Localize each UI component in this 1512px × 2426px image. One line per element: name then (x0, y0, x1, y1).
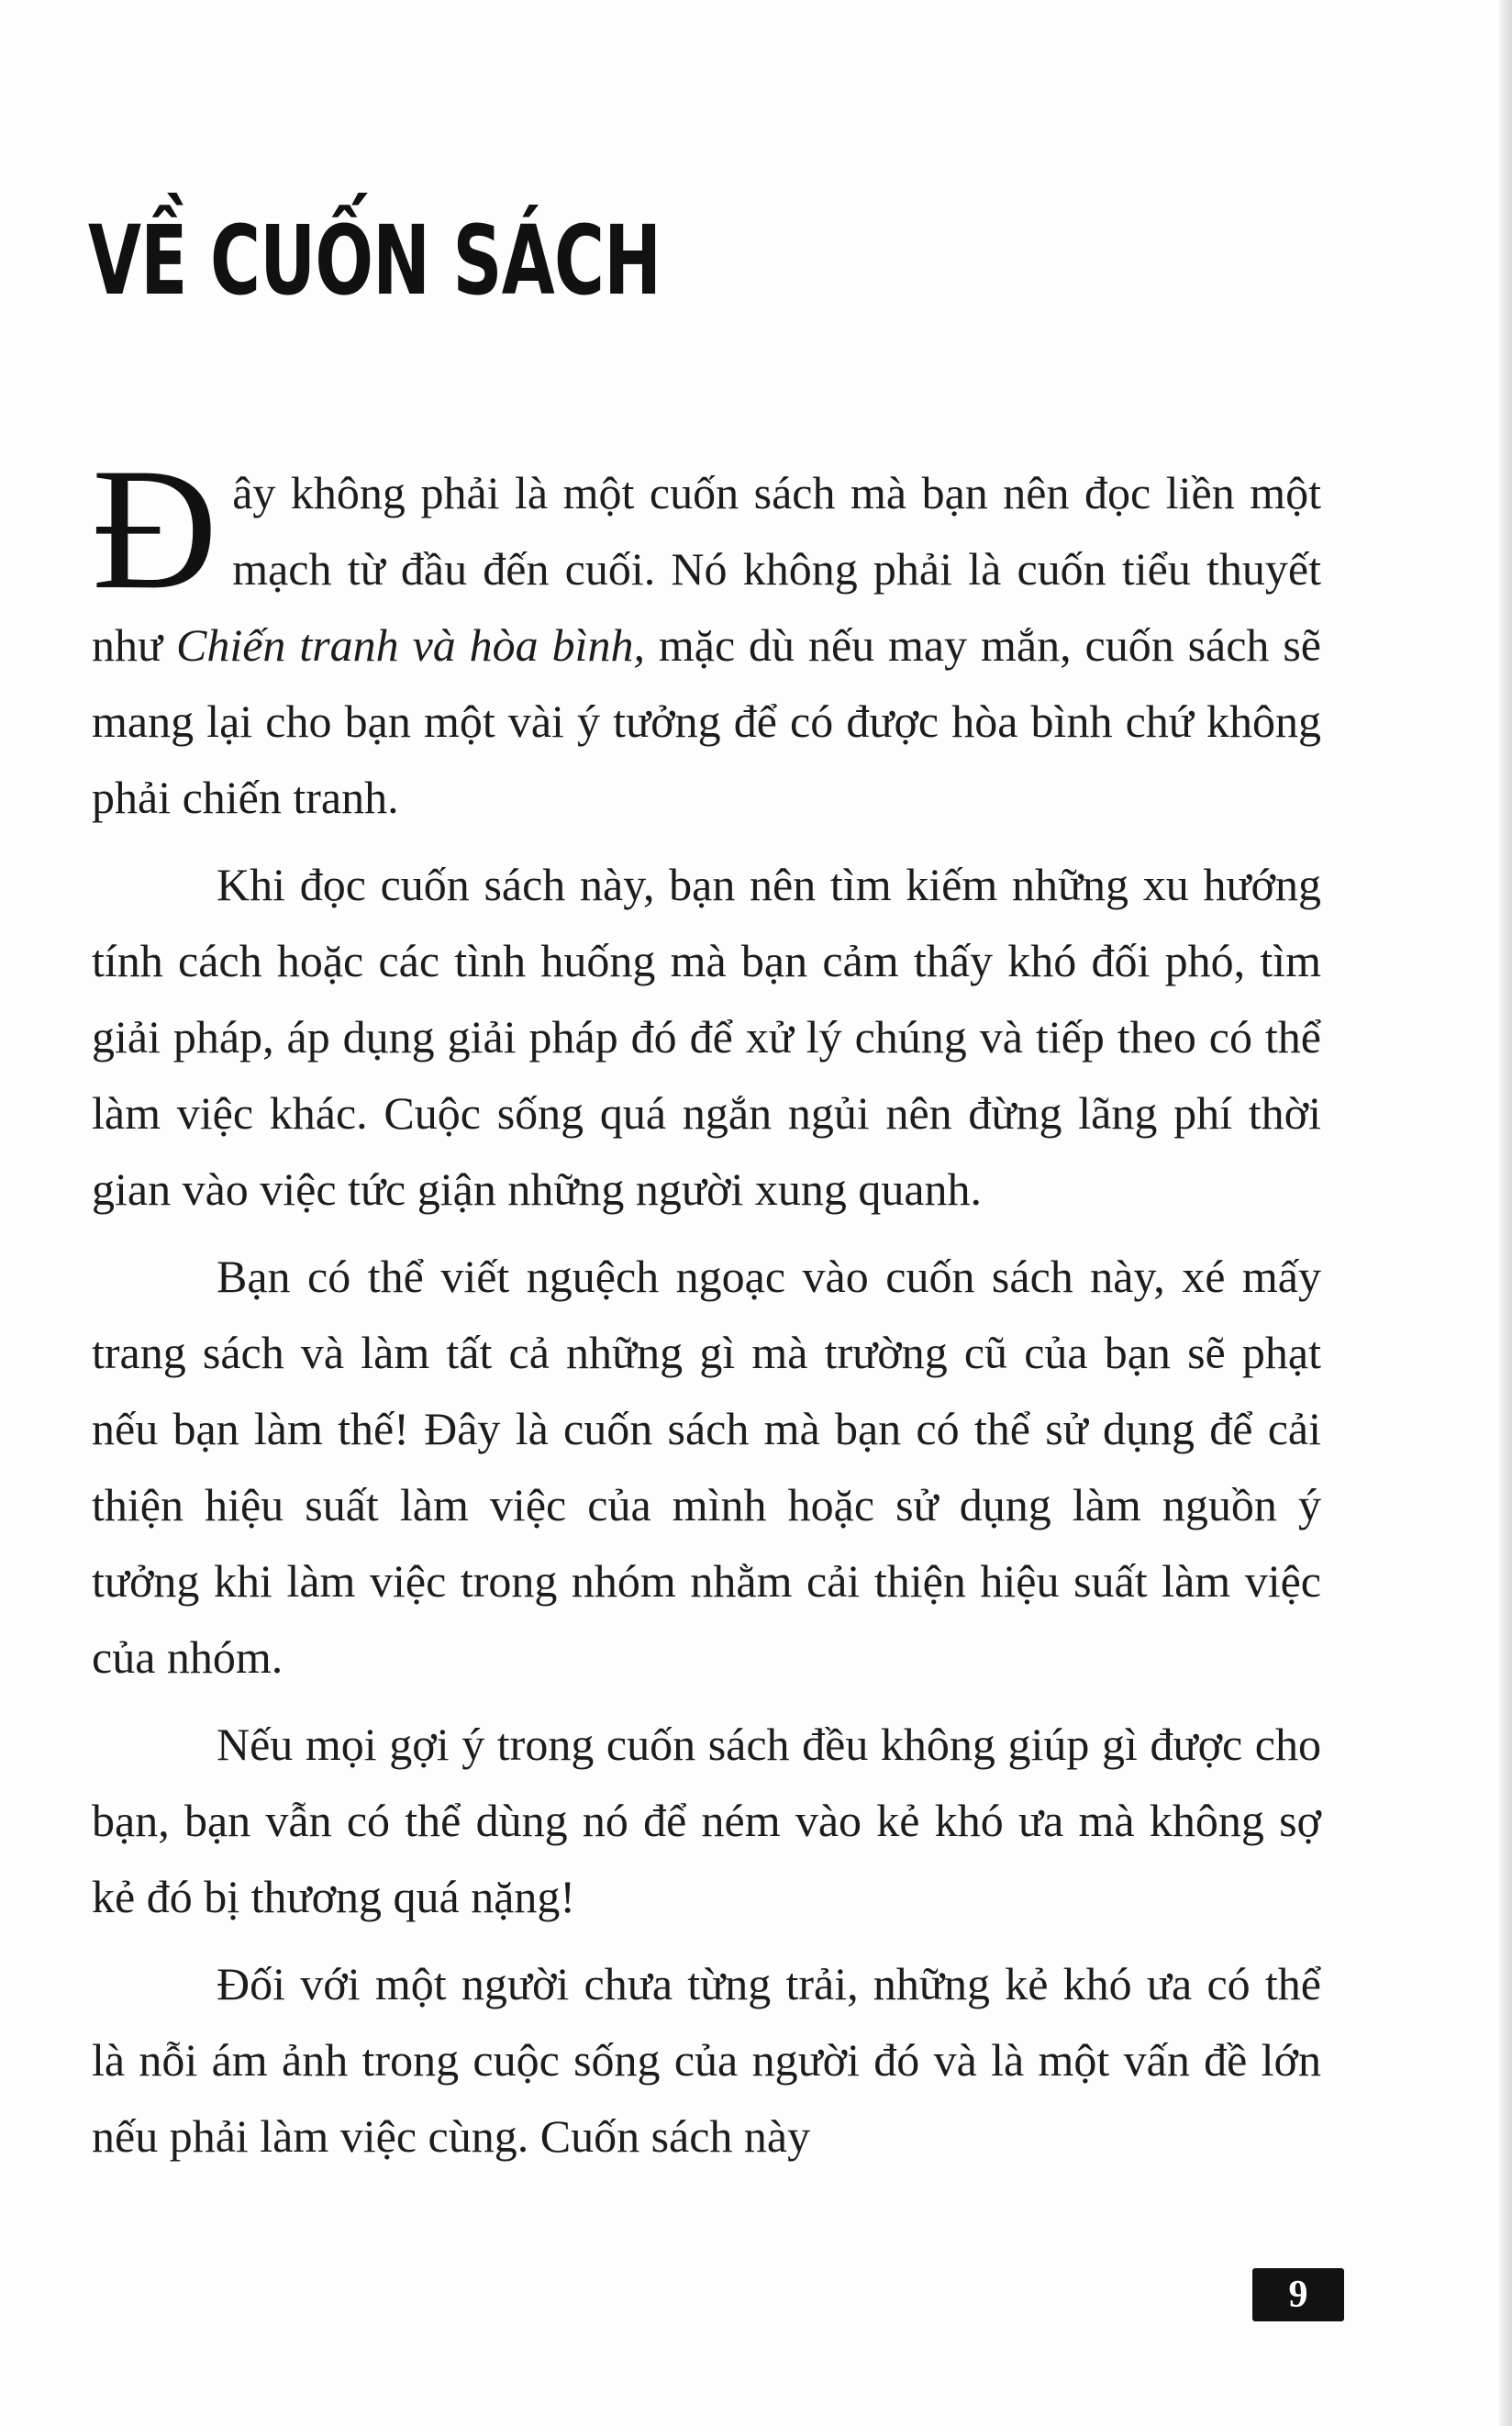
paragraph-3: Bạn có thể viết nguệch ngoạc vào cuốn sách này, xé mấy trang sách và làm tất cả những gì mà trường cũ của bạn sẽ phạt nếu bạn làm thế! Đây là cuốn sách mà bạn có thể sử dụng để cải thiện hiệu suất làm việc của mình hoặc sử dụng làm nguồn ý tưởng khi làm việc trong nhóm nhằm cải thiện hiệu suất làm việc của nhóm. (92, 1251, 1321, 1683)
paragraph-1-text: ây không phải là một cuốn sách mà bạn nên đọc liền một mạch từ đầu đến cuối. Nó không phải là cuốn tiểu thuyết như (92, 467, 1321, 671)
paragraph-1-text-after: mặc dù nếu may mắn, cuốn sách sẽ mang lại cho bạn một vài ý tưởng để có được hòa bình chứ không phải chiến tranh. (92, 619, 1321, 823)
body-text (92, 433, 1321, 2186)
book-title-italic: Chiến tranh và hòa bình, (176, 619, 645, 671)
chapter-title: VỀ CUỐN SÁCH (88, 205, 662, 317)
paragraph-4: Nếu mọi gợi ý trong cuốn sách đều không giúp gì được cho bạn, bạn vẫn có thể dùng nó để ném vào kẻ khó ưa mà không sợ kẻ đó bị thương quá nặng! (92, 1719, 1321, 1922)
drop-cap: Đ (92, 433, 218, 626)
page-edge-shadow (1499, 0, 1512, 2426)
page-number: 9 (1252, 2268, 1344, 2321)
paragraph-5: Đối với một người chưa từng trải, những kẻ khó ưa có thể là nỗi ám ảnh trong cuộc sống của người đó và là một vấn đề lớn nếu phải làm việc cùng. Cuốn sách này (92, 1958, 1321, 2162)
paragraph-1 (92, 433, 1321, 836)
paragraph-2: Khi đọc cuốn sách này, bạn nên tìm kiếm những xu hướng tính cách hoặc các tình huống mà bạn cảm thấy khó đối phó, tìm giải pháp, áp dụng giải pháp đó để xử lý chúng và tiếp theo có thể làm việc khác. Cuộc sống quá ngắn ngủi nên đừng lãng phí thời gian vào việc tức giận những người xung quanh. (92, 859, 1321, 1215)
